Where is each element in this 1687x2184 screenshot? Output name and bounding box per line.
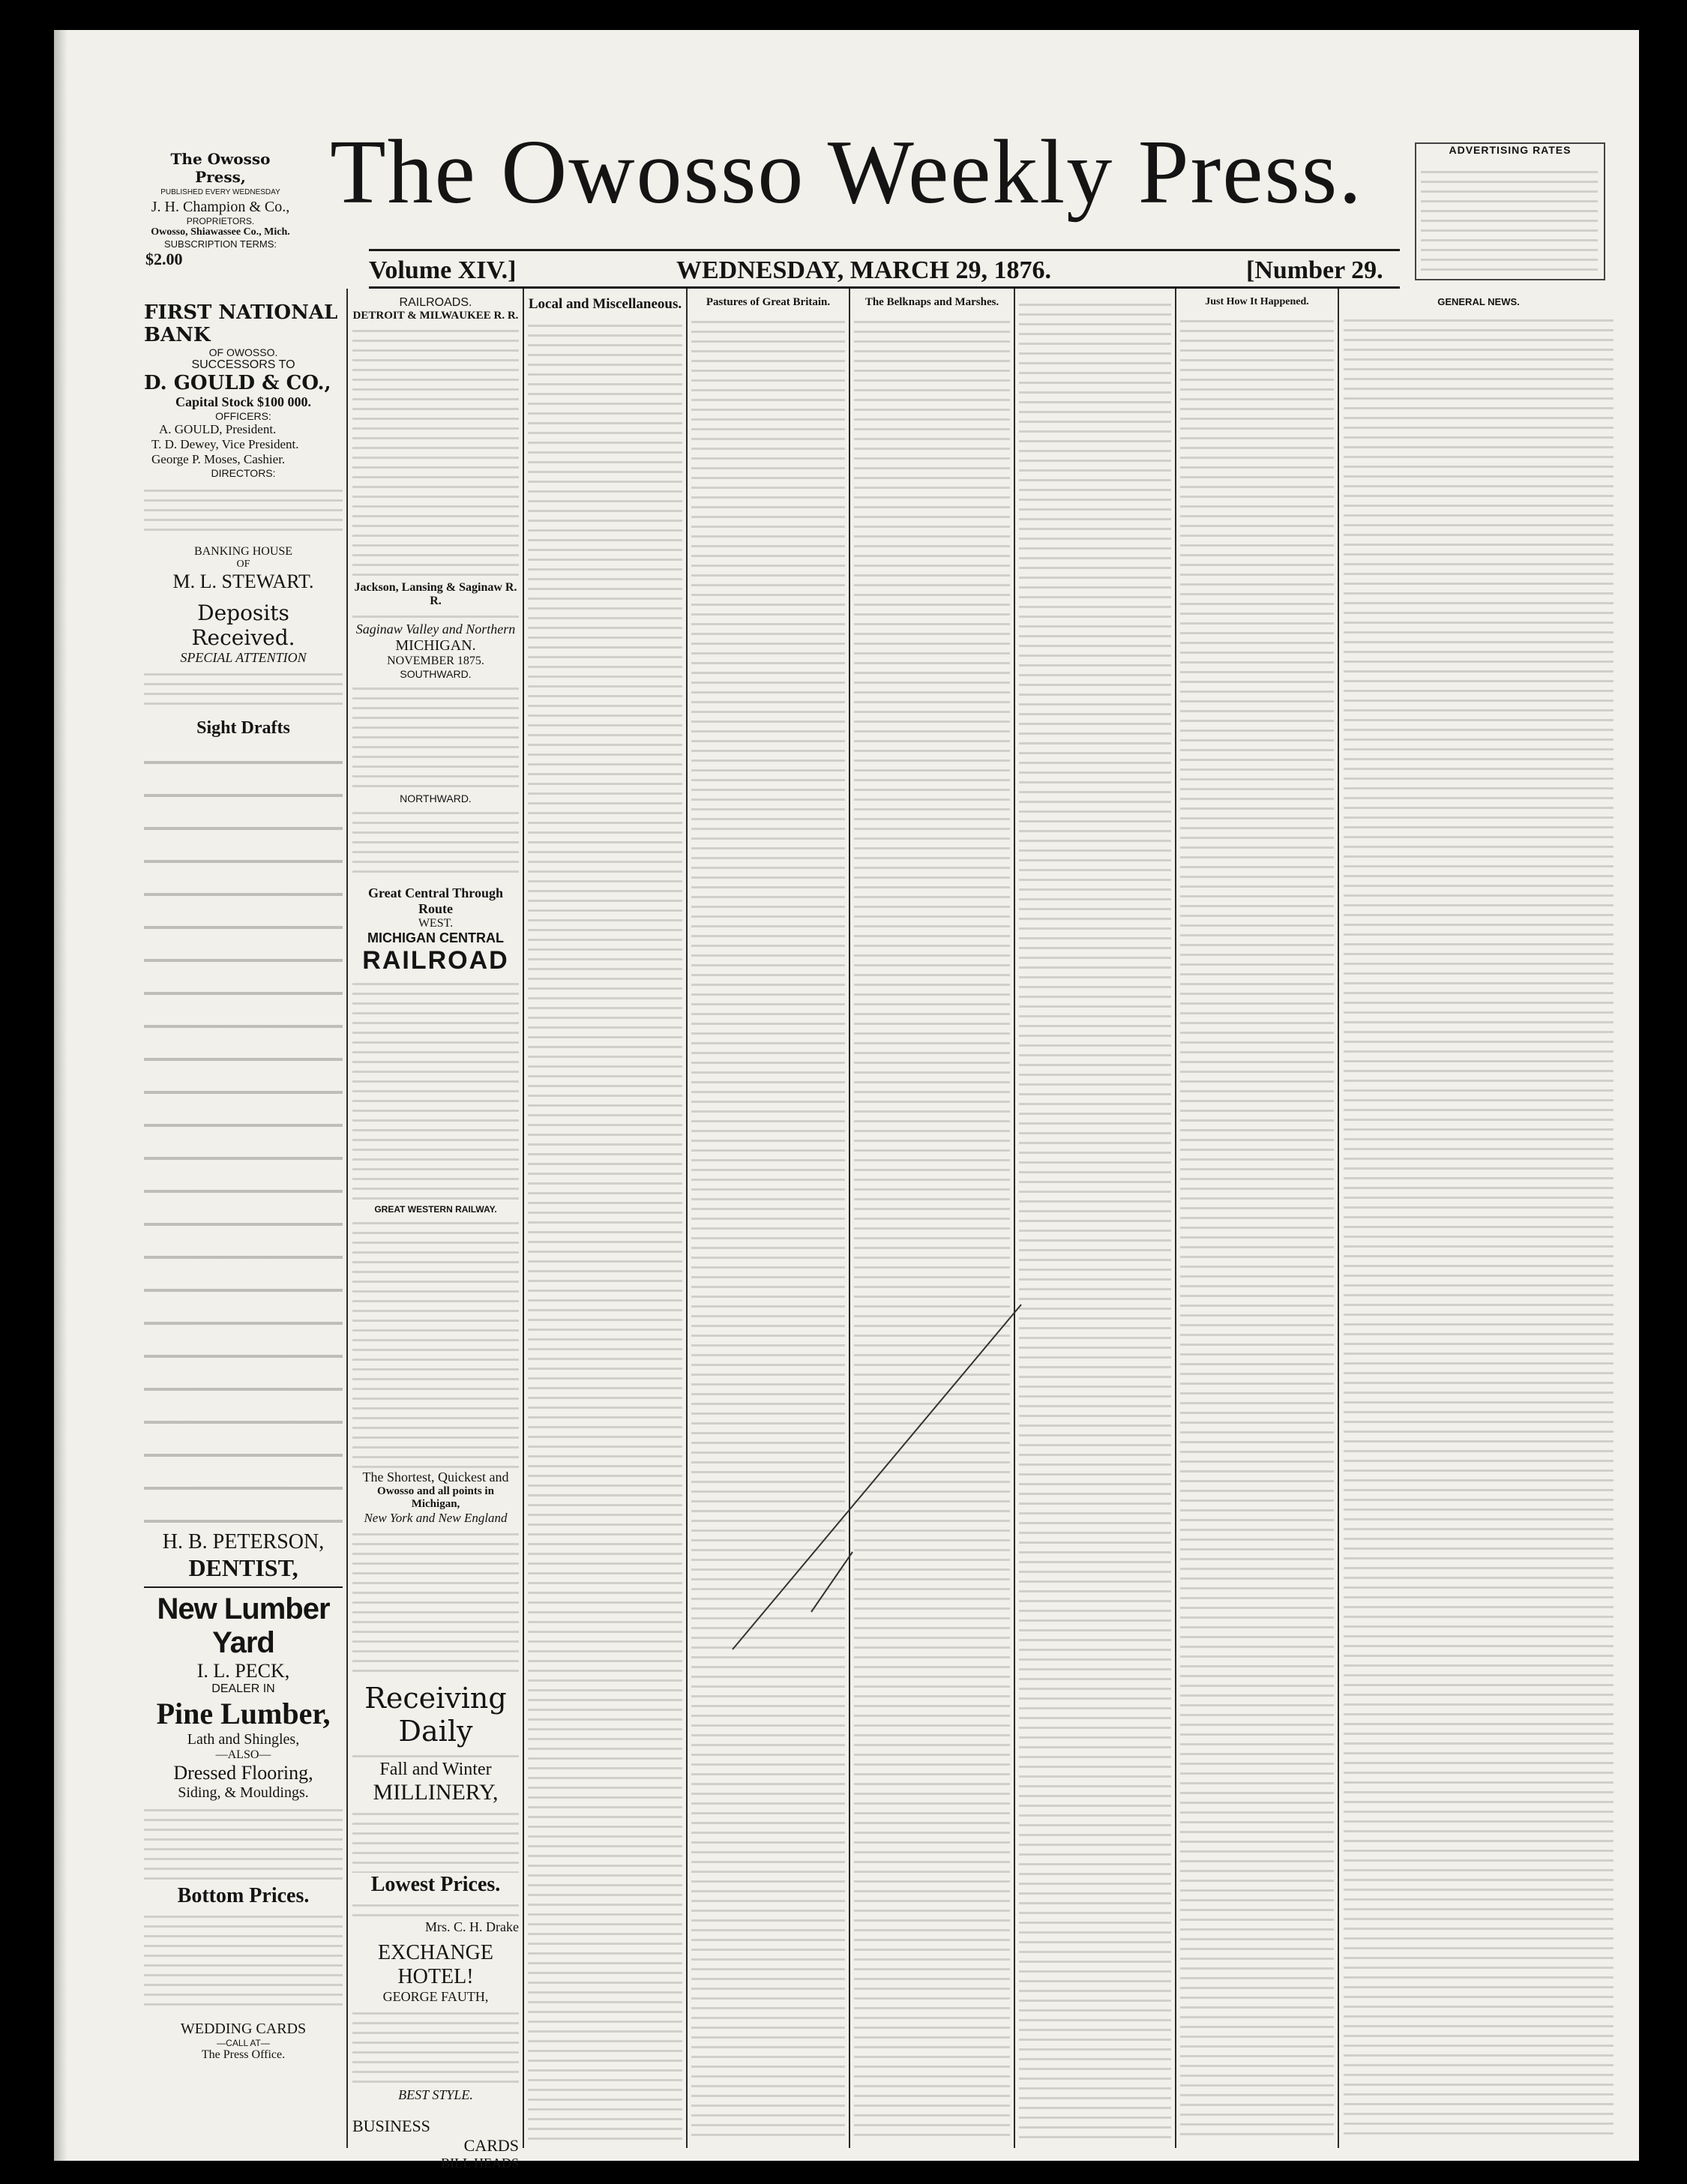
jackson-lansing: Jackson, Lansing & Saginaw R. R. <box>354 581 517 607</box>
bank-president: A. GOULD, President. <box>159 422 277 436</box>
sight-drafts: Sight Drafts <box>196 718 290 738</box>
peterson-name: H. B. PETERSON, <box>162 1530 325 1553</box>
southward-label: SOUTHWARD. <box>400 668 472 680</box>
bank-sub: OF OWOSSO. <box>208 346 278 358</box>
owosso-points: Owosso and all points in Michigan, <box>377 1485 494 1510</box>
business-label: BUSINESS <box>352 2117 430 2135</box>
publisher-price: $2.00 <box>145 250 183 268</box>
publisher-proprietors-label: PROPRIETORS. <box>186 216 255 226</box>
siding-mouldings: Siding, & Mouldings. <box>178 1784 309 1801</box>
mrs-drake: Mrs. C. H. Drake <box>425 1919 519 1934</box>
publisher-proprietors: J. H. Champion & Co., <box>151 199 290 215</box>
belknaps-heading: The Belknaps and Marshes. <box>864 296 999 308</box>
call-at: —CALL AT— <box>217 2038 270 2048</box>
publisher-published: PUBLISHED EVERY WEDNESDAY <box>160 188 280 196</box>
detroit-milwaukee: DETROIT & MILWAUKEE R. R. <box>352 310 519 322</box>
george-fauth: GEORGE FAUTH, <box>382 1989 489 2004</box>
deposits-received: Deposits Received. <box>191 601 295 650</box>
michigan-label: MICHIGAN. <box>395 637 476 654</box>
railroads-heading: RAILROADS. <box>399 296 472 309</box>
lath-shingles: Lath and Shingles, <box>187 1731 300 1748</box>
happened-heading: Just How It Happened. <box>1205 296 1309 307</box>
bank-gould: D. GOULD & CO., <box>144 372 331 394</box>
saginaw-valley: Saginaw Valley and Northern <box>355 622 516 637</box>
northward-label: NORTHWARD. <box>400 792 472 804</box>
michigan-central: MICHIGAN CENTRAL <box>367 930 504 945</box>
banking-stewart: M. L. STEWART. <box>172 571 314 592</box>
scan-artifacts <box>54 30 1639 2161</box>
lowest-prices: Lowest Prices. <box>370 1873 501 1896</box>
cards-label: CARDS <box>463 2136 519 2155</box>
bottom-prices: Bottom Prices. <box>177 1884 310 1907</box>
dressed-flooring: Dressed Flooring, <box>173 1762 313 1784</box>
bank-vice: T. D. Dewey, Vice President. <box>151 437 299 451</box>
advertising-rates-title: ADVERTISING RATES <box>1449 144 1572 156</box>
bank-cashier: George P. Moses, Cashier. <box>151 452 286 466</box>
peck-name: I. L. PECK, <box>196 1660 290 1682</box>
bill-heads: BILL HEADS <box>441 2156 519 2171</box>
bank-title: FIRST NATIONAL BANK <box>144 301 338 346</box>
newspaper-page <box>54 30 1639 2171</box>
bank-successors: SUCCESSORS TO <box>191 358 295 371</box>
great-central: Great Central Through Route <box>367 885 503 916</box>
local-heading: Local and Miscellaneous. <box>528 296 682 312</box>
masthead-title: The Owosso Weekly Press. <box>330 121 1363 223</box>
ny-ne: New York and New England <box>364 1511 508 1525</box>
millinery: MILLINERY, <box>373 1780 499 1805</box>
shortest-route: The Shortest, Quickest and <box>362 1469 509 1484</box>
peck-dealer: DEALER IN <box>211 1682 275 1695</box>
lumber-yard-title: New Lumber Yard <box>157 1592 330 1659</box>
railroad-label: RAILROAD <box>362 946 509 975</box>
general-news-heading: GENERAL NEWS. <box>1437 296 1520 307</box>
wedding-cards: WEDDING CARDS <box>180 2021 307 2037</box>
great-western: GREAT WESTERN RAILWAY. <box>374 1204 497 1215</box>
peterson-dentist: DENTIST, <box>188 1554 298 1581</box>
pine-lumber: Pine Lumber, <box>156 1697 331 1730</box>
publisher-name: The Owosso Press, <box>170 150 271 186</box>
pastures-heading: Pastures of Great Britain. <box>706 296 831 308</box>
peck-also: —ALSO— <box>215 1748 271 1761</box>
exchange-hotel: EXCHANGE HOTEL! <box>378 1941 493 1988</box>
bank-capital: Capital Stock $100 000. <box>175 394 311 409</box>
best-style: BEST STYLE. <box>398 2087 473 2102</box>
bank-directors: DIRECTORS: <box>211 467 276 479</box>
banking-house: BANKING HOUSE <box>193 545 293 558</box>
special-attention: SPECIAL ATTENTION <box>180 650 307 665</box>
fall-winter: Fall and Winter <box>379 1760 492 1779</box>
press-office: The Press Office. <box>201 2048 286 2061</box>
issue-date: WEDNESDAY, MARCH 29, 1876. <box>676 256 1051 284</box>
bank-officers: OFFICERS: <box>215 410 271 422</box>
west-label: WEST. <box>418 917 454 930</box>
volume-label: Volume XIV.] <box>369 256 517 284</box>
issue-number: [Number 29. <box>1246 256 1383 284</box>
publisher-location: Owosso, Shiawassee Co., Mich. <box>151 226 290 238</box>
receiving-daily: Receiving Daily <box>364 1682 507 1748</box>
banking-of: OF <box>236 559 250 570</box>
november-label: NOVEMBER 1875. <box>387 655 484 667</box>
publisher-subscription: SUBSCRIPTION TERMS: <box>163 238 277 250</box>
